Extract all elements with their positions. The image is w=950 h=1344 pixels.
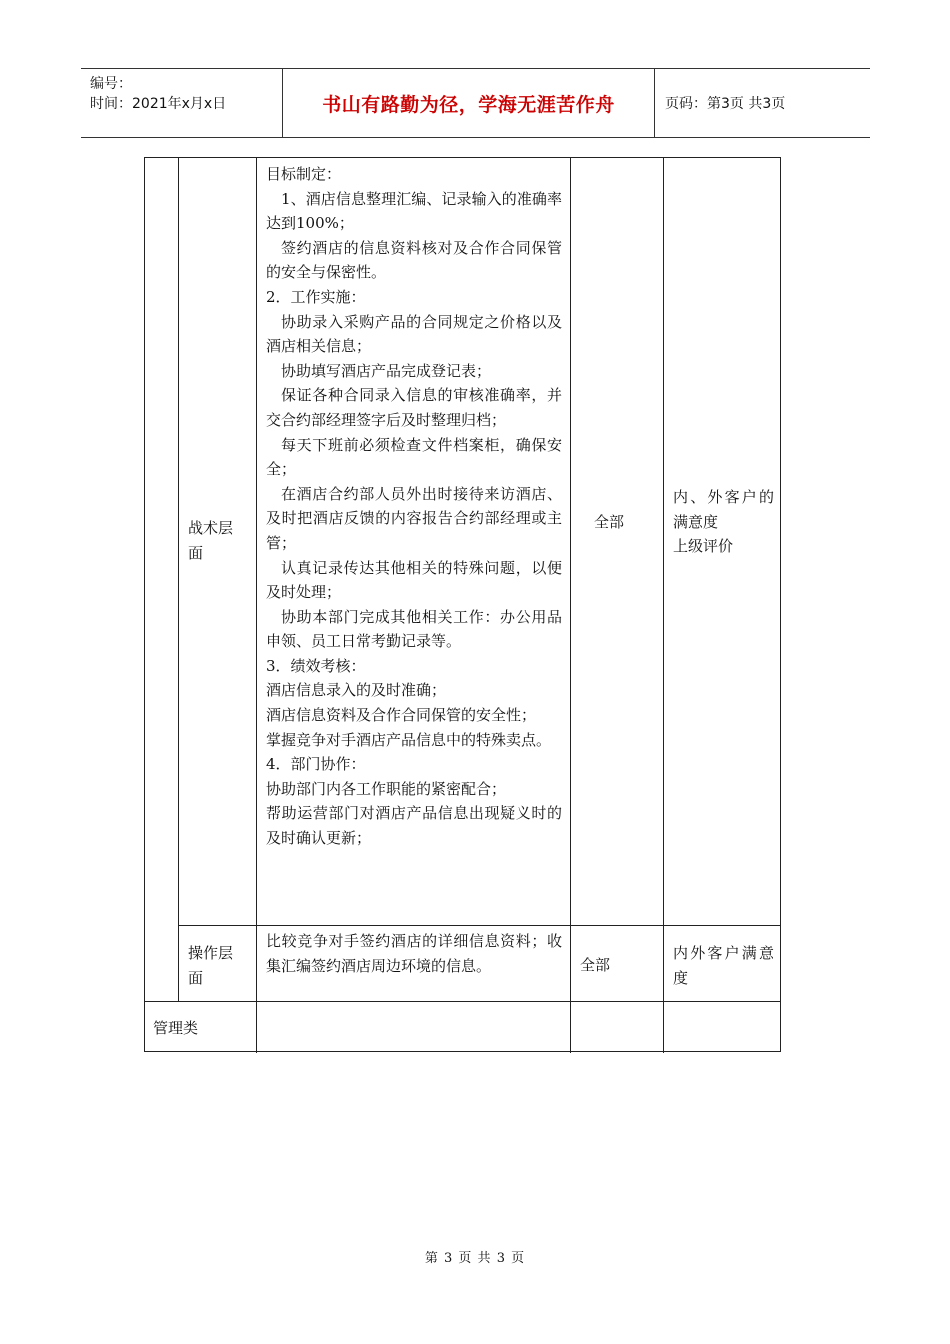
- scope-cell: 全部: [580, 956, 611, 974]
- table-divider: [178, 158, 179, 1001]
- content-item: 4．部门协作：: [266, 755, 366, 774]
- responsibility-table: [144, 157, 781, 1052]
- evaluation-item: 上级评价: [673, 537, 734, 556]
- content-cell: [266, 929, 562, 978]
- evaluation-item: 内外客户满意度: [673, 944, 774, 987]
- evaluation-item: 内、外客户的满意度: [673, 488, 774, 531]
- content-item: 协助录入采购产品的合同规定之价格以及酒店相关信息；: [266, 312, 562, 356]
- content-item: 3．绩效考核：: [266, 656, 366, 675]
- content-item: 帮助运营部门对酒店产品信息出现疑义时的及时确认更新；: [266, 804, 562, 848]
- content-item: 认真记录传达其他相关的特殊问题，以便及时处理；: [266, 558, 562, 602]
- table-divider: [570, 158, 571, 1053]
- content-item: 协助部门内各工作职能的紧密配合；: [266, 779, 507, 798]
- content-item: 协助填写酒店产品完成登记表；: [281, 361, 492, 380]
- header-meta: [81, 69, 283, 137]
- evaluation-cell: [673, 485, 774, 559]
- page-info-text: 页码：第3页 共3页: [665, 96, 786, 112]
- table-divider: [178, 925, 781, 926]
- content-item: 每天下班前必须检查文件档案柜，确保安全；: [266, 435, 562, 479]
- header-page-info: [655, 69, 870, 137]
- content-item: 掌握竞争对手酒店产品信息中的特殊卖点。: [266, 730, 552, 749]
- content-item: 协助本部门完成其他相关工作：办公用品申领、员工日常考勤记录等。: [266, 607, 562, 651]
- page-header: [81, 68, 870, 138]
- content-item: 酒店信息录入的及时准确；: [266, 681, 447, 700]
- page-footer: 第 3 页 共 3 页: [424, 1251, 526, 1266]
- content-item: 在酒店合约部人员外出时接待来访酒店、及时把酒店反馈的内容报告合约部经理或主管；: [266, 484, 562, 552]
- document-time-label: 时间：2021年x月x日: [90, 96, 227, 112]
- table-divider: [145, 1001, 781, 1002]
- scope-cell: 全部: [594, 513, 625, 531]
- level-cell: 操作层面: [188, 944, 234, 987]
- document-number-label: 编号：: [90, 76, 132, 92]
- table-divider: [256, 158, 257, 1053]
- content-item: 酒店信息资料及合作合同保管的安全性；: [266, 706, 537, 725]
- content-cell: [266, 162, 562, 851]
- content-item: 签约酒店的信息资料核对及合作合同保管的安全与保密性。: [266, 238, 562, 282]
- header-motto: 书山有路勤为径，学海无涯苦作舟: [283, 69, 655, 137]
- content-item: 保证各种合同录入信息的审核准确率，并交合约部经理签字后及时整理归档；: [266, 386, 562, 429]
- category-cell: 管理类: [153, 1019, 199, 1037]
- evaluation-cell: [673, 941, 774, 990]
- level-cell: 战术层面: [188, 519, 234, 562]
- table-divider: [663, 158, 664, 1053]
- content-item: 比较竞争对手签约酒店的详细信息资料；收集汇编签约酒店周边环境的信息。: [266, 932, 562, 975]
- content-item: 1、酒店信息整理汇编、记录输入的准确率达到100%；: [266, 189, 562, 233]
- content-item: 2．工作实施：: [266, 287, 366, 306]
- content-item: 目标制定：: [266, 165, 342, 183]
